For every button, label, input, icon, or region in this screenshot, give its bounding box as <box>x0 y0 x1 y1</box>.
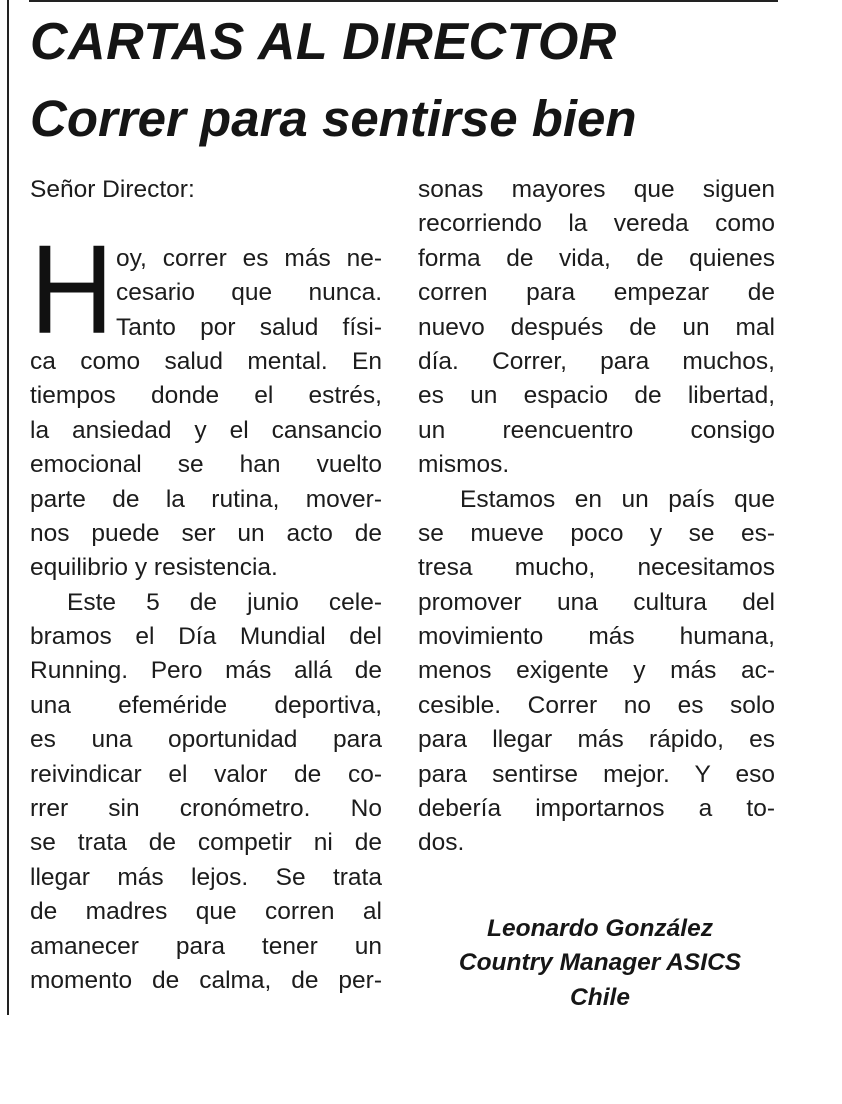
body-line: una efeméride deportiva, <box>30 691 382 719</box>
body-line: reivindicar el valor de co- <box>30 760 382 788</box>
body-line: promover una cultura del <box>418 588 775 616</box>
body-line: un reencuentro consigo <box>418 416 775 444</box>
body-line: Tanto por salud físi- <box>116 313 382 341</box>
signature-block <box>418 912 782 1015</box>
column-rule-left <box>7 0 9 1015</box>
body-line: tresa mucho, necesitamos <box>418 554 775 582</box>
body-line: dos. <box>418 829 465 857</box>
body-line: cesario que nunca. <box>116 279 382 307</box>
paragraph-gap <box>30 207 382 241</box>
drop-cap: H <box>30 219 114 360</box>
body-line: tiempos donde el estrés, <box>30 382 382 410</box>
body-line: para llegar más rápido, es <box>418 726 775 754</box>
body-line: nuevo después de un mal <box>418 313 775 341</box>
body-line: emocional se han vuelto <box>30 451 382 479</box>
body-line: se mueve poco y se es- <box>418 519 775 547</box>
body-line: debería importarnos a to- <box>418 795 775 823</box>
body-line: forma de vida, de quienes <box>418 244 775 272</box>
author-country: Chile <box>570 983 630 1011</box>
body-line: es una oportunidad para <box>30 726 382 754</box>
body-line: para sentirse mejor. Y eso <box>418 760 775 788</box>
body-line: Estamos en un país que <box>460 485 775 513</box>
body-line: bramos el Día Mundial del <box>30 623 382 651</box>
body-line: parte de la rutina, mover- <box>30 485 382 513</box>
headline: Correr para sentirse bien <box>30 90 637 147</box>
body-line: corren para empezar de <box>418 279 775 307</box>
body-line: Este 5 de junio cele- <box>67 588 382 616</box>
body-line: nos puede ser un acto de <box>30 519 382 547</box>
left-column <box>30 173 382 998</box>
body-line: de madres que corren al <box>30 898 382 926</box>
body-line: mismos. <box>418 451 510 479</box>
body-line: ca como salud mental. En <box>30 347 382 375</box>
column-rule-top <box>29 0 778 2</box>
body-line: rrer sin cronómetro. No <box>30 795 382 823</box>
author-name: Leonardo González <box>487 915 713 942</box>
body-line: recorriendo la vereda como <box>418 210 775 238</box>
body-line: día. Correr, para muchos, <box>418 347 775 375</box>
body-line: llegar más lejos. Se trata <box>30 863 382 891</box>
salutation: Señor Director: <box>30 176 195 203</box>
body-line: sonas mayores que siguen <box>418 176 775 203</box>
body-line: es un espacio de libertad, <box>418 382 775 410</box>
body-line: amanecer para tener un <box>30 932 382 960</box>
body-line: movimiento más humana, <box>418 623 775 651</box>
body-line: equilibrio y resistencia. <box>30 554 278 582</box>
right-column <box>418 173 775 861</box>
body-line: cesible. Correr no es solo <box>418 691 775 719</box>
body-line: oy, correr es más ne- <box>116 244 382 272</box>
body-line: Running. Pero más allá de <box>30 657 382 685</box>
body-line: menos exigente y más ac- <box>418 657 775 685</box>
body-line: la ansiedad y el cansancio <box>30 416 382 444</box>
author-title: Country Manager ASICS <box>458 949 742 977</box>
body-line: se trata de competir ni de <box>30 829 382 857</box>
section-title: CARTAS AL DIRECTOR <box>30 13 617 71</box>
body-line: momento de calma, de per- <box>30 966 382 994</box>
